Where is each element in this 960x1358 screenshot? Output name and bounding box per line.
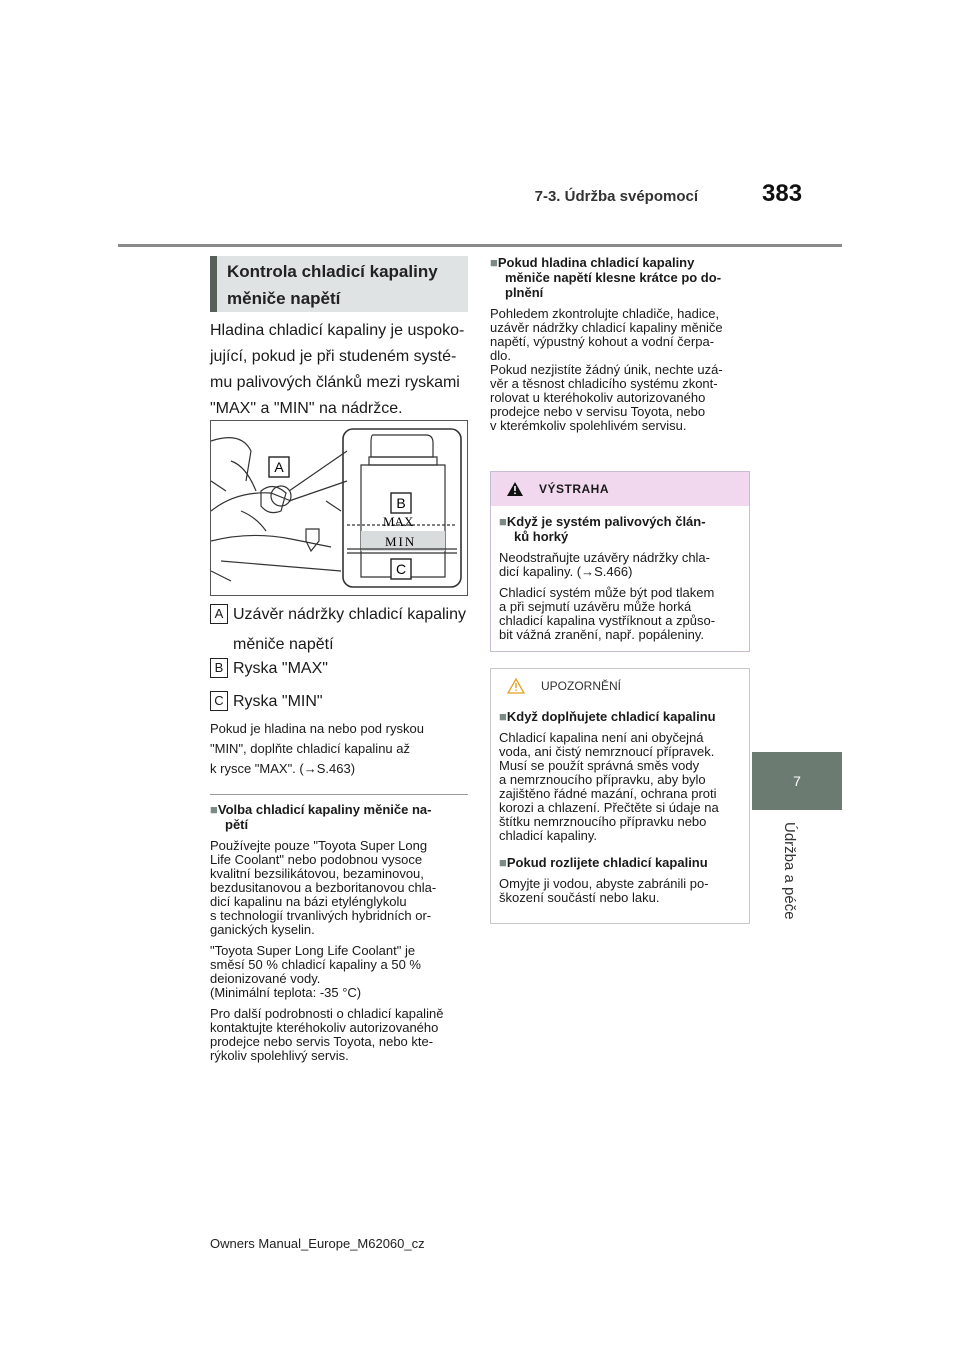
min-mark: MIN bbox=[385, 534, 417, 549]
paragraph: Chladicí kapalina není ani obyčejná voda, ani čistý nemrznoucí přípravek. Musí se použít správná směs vody a nemrznoucího přípravku, aby bylo zajištěno řádné mazání, ochrana proti korozi a chlazení. Přečtěte si údaje na štítku nemrznoucího přípravku nebo chladicí kapaliny. bbox=[499, 730, 719, 843]
paragraph: Neodstraňujte uzávěry nádržky chla- dicí kapaliny. (→S.466) bbox=[499, 550, 710, 579]
warning-label: VÝSTRAHA bbox=[539, 482, 610, 496]
heading-line: Kontrola chladicí kapaliny bbox=[227, 262, 438, 281]
level-drop-block bbox=[490, 255, 752, 433]
caution-box bbox=[490, 668, 750, 924]
caution-header bbox=[491, 669, 749, 703]
chapter-tab[interactable]: 7 bbox=[752, 752, 842, 810]
square-bullet-icon: ■ bbox=[499, 709, 507, 724]
callout-a: A bbox=[274, 459, 284, 475]
caution-title: ■Když doplňujete chladicí kapalinu bbox=[499, 709, 716, 724]
caution-triangle-icon bbox=[507, 678, 525, 694]
divider bbox=[210, 794, 468, 795]
footer-text: Owners Manual_Europe_M62060_cz bbox=[210, 1236, 425, 1251]
intro-line: Hladina chladicí kapaliny je uspoko- bbox=[210, 322, 465, 339]
heading-line: měniče napětí bbox=[227, 289, 341, 308]
section-heading bbox=[210, 256, 468, 312]
subsection-title: ■Pokud hladina chladicí kapaliny měniče napětí klesne krátce po do- plnění bbox=[490, 255, 722, 300]
header-rule bbox=[118, 244, 842, 247]
paragraph: Omyjte ji vodou, abyste zabránili po- škození součástí nebo laku. bbox=[499, 876, 709, 905]
callout-c: C bbox=[395, 561, 407, 577]
legend-key: B bbox=[210, 658, 228, 678]
legend-item-a bbox=[210, 602, 466, 658]
paragraph: Používejte pouze "Toyota Super Long Life Coolant" nebo podobnou vysoce kvalitní bezsilikátovou, bezaminovou, bezdusitanovou a bezboritanovou chla- dicí kapalinu na bázi etylénglykolu s technologií trvanlivých hybridních or- ganických kyselin. bbox=[210, 838, 437, 937]
warning-header bbox=[491, 472, 749, 506]
paragraph: "Toyota Super Long Life Coolant" je směsí 50 % chladicí kapaliny a 50 % deionizované vody. (Minimální teplota: -35 °C) bbox=[210, 943, 421, 1000]
warning-triangle-icon bbox=[507, 482, 523, 496]
intro-line: mu palivových článků mezi ryskami bbox=[210, 374, 460, 391]
coolant-choice-block bbox=[210, 802, 468, 1063]
legend-text-cont: měniče napětí bbox=[233, 636, 334, 653]
max-mark: MAX bbox=[383, 514, 414, 529]
legend-key: C bbox=[210, 691, 228, 711]
warning-title: ■Když je systém palivových člán- ků horký bbox=[499, 514, 706, 544]
square-bullet-icon: ■ bbox=[499, 855, 507, 870]
square-bullet-icon: ■ bbox=[499, 514, 507, 529]
intro-paragraph bbox=[210, 318, 468, 422]
legend-item-c bbox=[210, 689, 323, 715]
intro-line: jující, pokud je při studeném systé- bbox=[210, 348, 457, 365]
note-line: k rysce "MAX". (→S.463) bbox=[210, 761, 356, 776]
legend-text: Uzávěr nádržky chladicí kapaliny bbox=[233, 606, 466, 623]
paragraph: Chladicí systém může být pod tlakem a při sejmutí uzávěru může horká chladicí kapalina vystříknout a způso- bit vážná zranění, např. popáleniny. bbox=[499, 585, 716, 642]
caution-label: UPOZORNĚNÍ bbox=[541, 679, 622, 693]
note-line: Pokud je hladina na nebo pod ryskou bbox=[210, 721, 424, 736]
note-line: "MIN", doplňte chladicí kapalinu až bbox=[210, 741, 411, 756]
caution-title: ■Pokud rozlijete chladicí kapalinu bbox=[499, 855, 708, 870]
legend-item-b bbox=[210, 656, 328, 682]
legend-text: Ryska "MIN" bbox=[233, 693, 323, 710]
min-level-note bbox=[210, 719, 468, 779]
coolant-tank-illustration bbox=[210, 420, 468, 596]
callout-b: B bbox=[396, 495, 406, 511]
legend-text: Ryska "MAX" bbox=[233, 660, 328, 677]
paragraph: Pro další podrobnosti o chladicí kapalině kontaktujte kteréhokoliv autorizovaného prodejce nebo servis Toyota, nebo kte- rýkoliv spolehlivý servis. bbox=[210, 1006, 444, 1063]
legend-key: A bbox=[210, 604, 228, 624]
page-number: 383 bbox=[762, 180, 803, 207]
intro-line: "MAX" a "MIN" na nádržce. bbox=[210, 400, 403, 417]
paragraph: Pohledem zkontrolujte chladiče, hadice, uzávěr nádržky chladicí kapaliny měniče napětí, výpustný kohout a vodní čerpa- dlo. Pokud nezjistíte žádný únik, nechte uzá- věr a těsnost chladicího systému zkont- rolovat u kteréhokoliv autorizovaného prodejce nebo v servisu Toyota, nebo v kterémkoliv spolehlivém servisu. bbox=[490, 306, 723, 433]
section-header: 7-3. Údržba svépomocí bbox=[534, 188, 698, 205]
square-bullet-icon: ■ bbox=[210, 802, 218, 817]
chapter-title-vertical: Údržba a péče bbox=[781, 822, 798, 920]
illustration-drawing bbox=[211, 421, 467, 595]
square-bullet-icon: ■ bbox=[490, 255, 498, 270]
subsection-title: ■Volba chladicí kapaliny měniče na- pětí bbox=[210, 802, 432, 832]
warning-box bbox=[490, 471, 750, 652]
